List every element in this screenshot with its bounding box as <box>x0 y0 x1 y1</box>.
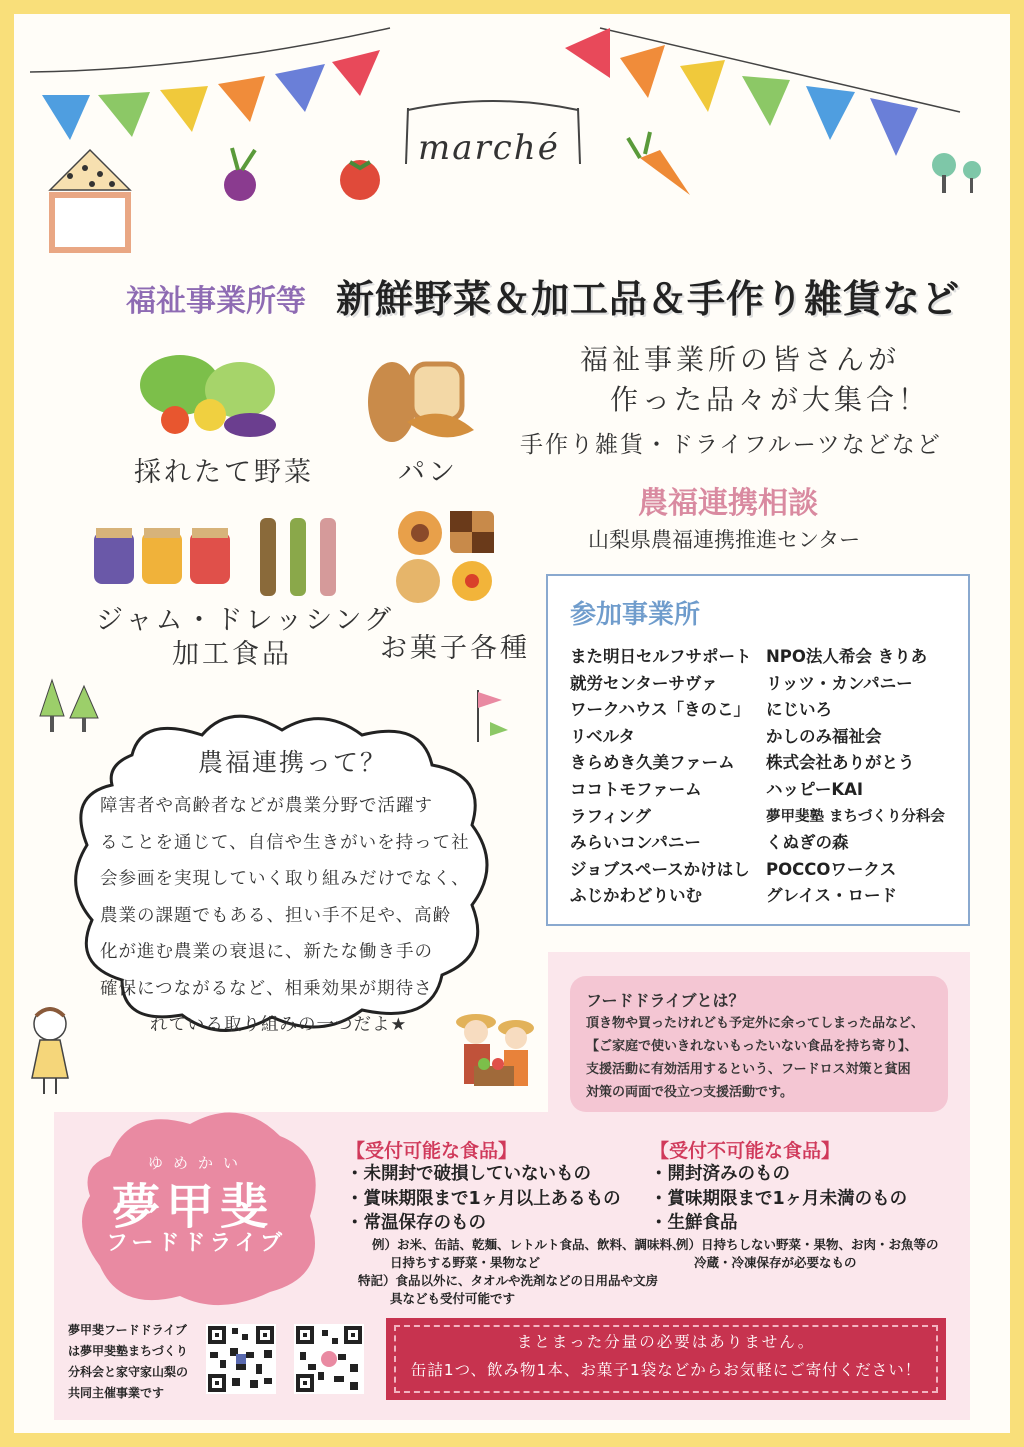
vegetables-illustration <box>130 345 290 445</box>
participants-box <box>546 574 970 926</box>
accept-item: ・常温保存のもの <box>346 1213 486 1233</box>
qr-code-icon[interactable] <box>294 1324 364 1394</box>
jam-dressing-illustration <box>90 508 350 598</box>
organizer-note <box>68 1320 200 1404</box>
cloud-title: 農福連携って？ <box>198 748 388 777</box>
headline-welfare: 福祉事業所等 <box>126 284 306 319</box>
reject-note-2: 冷蔵・冷凍保存が必要なもの <box>694 1255 857 1270</box>
participant-item: くぬぎの森 <box>766 833 849 853</box>
cloud-line: 化が進む農業の衰退に、新たな働き手の <box>100 942 433 962</box>
reject-note-1: 例）日持ちしない野菜・果物、お肉・お魚等の <box>676 1237 939 1252</box>
reject-title: 【受付不可能な食品】 <box>650 1140 841 1162</box>
participant-item: リベルタ <box>570 726 636 746</box>
reject-item: ・開封済みのもの <box>650 1164 790 1184</box>
headline-products: 新鮮野菜＆加工品＆手作り雑貨など <box>336 277 961 321</box>
qr-code-icon[interactable] <box>206 1324 276 1394</box>
participant-item: にじいろ <box>766 700 832 720</box>
participants-list-right <box>766 644 945 910</box>
cloud-body <box>100 788 470 1044</box>
label-sweets: お菓子各種 <box>380 633 530 664</box>
participants-title: 参加事業所 <box>570 600 701 630</box>
cloud-line: 農業の課題でもある、担い手不足や、高齢 <box>100 905 452 926</box>
participant-item: 就労センターサヴァ <box>570 673 718 693</box>
intro-line-3: 手作り雑貨・ドライフルーツなどなど <box>520 432 942 458</box>
accept-note-1: 例）お米、缶詰、乾麺、レトルト食品、飲料、調味料、 <box>372 1237 685 1252</box>
sweets-illustration <box>394 505 498 605</box>
yume-ruby: ゆめかい <box>148 1154 249 1172</box>
cloud-line: れている取り組みの一つだよ★ <box>150 1015 408 1035</box>
donation-banner <box>386 1318 946 1400</box>
bread-illustration <box>362 352 478 446</box>
participant-item: みらいコンパニー <box>570 833 701 853</box>
accept-item: ・未開封で破損していないもの <box>346 1164 591 1184</box>
reject-item: ・賞味期限まで1ヶ月未満のもの <box>650 1188 908 1209</box>
accept-note-4: 具なども受付可能です <box>390 1291 516 1306</box>
label-vegetables: 採れたて野菜 <box>134 457 314 488</box>
participant-item: リッツ・カンパニー <box>766 673 913 693</box>
nofuku-consult-title: 農福連携相談 <box>638 486 818 521</box>
reject-list <box>650 1162 907 1236</box>
accept-note-3: 特記）食品以外に、タオルや洗剤などの日用品や文房 <box>358 1273 659 1288</box>
participant-item: ワークハウス「きのこ」 <box>570 700 751 720</box>
yume-title: 夢甲斐 <box>112 1179 275 1235</box>
cloud-line: ることを通じて、自信や生きがいを持って社 <box>100 832 470 853</box>
girl-illustration <box>24 1000 84 1100</box>
yume-subtitle: フードドライブ <box>106 1231 287 1256</box>
cloud-line: 障害者や高齢者などが農業分野で活躍す <box>100 796 433 816</box>
banner-line-2: 缶詰1つ、飲み物1本、お菓子1袋などからお気軽にご寄付ください！ <box>410 1361 922 1379</box>
participant-item: 株式会社ありがとう <box>766 753 915 773</box>
marche-title: marché <box>418 128 560 168</box>
participant-item: NPO法人希会 きりあ <box>766 647 928 666</box>
nofuku-center-name: 山梨県農福連携推進センター <box>588 528 861 552</box>
participant-item: ジョブスペースかけはし <box>570 859 750 879</box>
farmers-illustration <box>454 1006 544 1106</box>
intro-line-1: 福祉事業所の皆さんが <box>580 343 901 376</box>
organizer-line: 共同主催事業です <box>68 1386 165 1400</box>
reject-item: ・生鮮食品 <box>650 1213 738 1233</box>
food-drive-body <box>586 1012 942 1104</box>
participant-item: かしのみ福祉会 <box>766 726 882 746</box>
accept-list <box>346 1162 621 1236</box>
accept-note-2: 日持ちする野菜・果物など <box>390 1255 541 1270</box>
food-drive-line: 対策の両面で役立つ支援活動です。 <box>586 1085 793 1100</box>
participant-item: ココトモファーム <box>570 779 702 799</box>
participant-item: POCCOワークス <box>766 859 897 879</box>
food-drive-line: 支援活動に有効活用するという、フードロス対策と貧困 <box>586 1062 911 1077</box>
label-processed-food: 加工食品 <box>172 639 292 670</box>
accept-item: ・賞味期限まで1ヶ月以上あるもの <box>346 1188 621 1209</box>
participants-list-left <box>570 644 752 910</box>
organizer-line: 夢甲斐フードドライブ <box>68 1323 187 1337</box>
food-drive-title: フードドライブとは？ <box>586 991 745 1010</box>
label-jam-dressing: ジャム・ドレッシング <box>96 605 394 636</box>
participant-item: きらめき久美ファーム <box>570 753 735 773</box>
participant-item: ハッピーKAI <box>766 779 864 799</box>
intro-line-2: 作った品々が大集合！ <box>610 383 931 416</box>
food-drive-line: 頂き物や買ったけれども予定外に余ってしまった品など、 <box>586 1016 925 1031</box>
cloud-line: 会参画を実現していく取り組みだけでなく、 <box>100 869 470 889</box>
participant-item: 夢甲斐塾 まちづくり分科会 <box>766 808 945 825</box>
participant-item: また明日セルフサポート <box>570 647 752 666</box>
banner-line-1: まとまった分量の必要はありません。 <box>516 1333 816 1351</box>
food-drive-line: 【ご家庭で使いきれないもったいない食品を持ち寄り】、 <box>586 1039 918 1054</box>
participant-item: グレイス・ロード <box>766 886 898 906</box>
label-bread: パン <box>398 457 458 488</box>
cloud-line: 確保につながるなど、相乗効果が期待さ <box>100 978 433 999</box>
accept-title: 【受付可能な食品】 <box>346 1140 518 1162</box>
organizer-line: は夢甲斐塾まちづくり <box>68 1344 188 1358</box>
participant-item: ラフィング <box>570 806 651 826</box>
organizer-line: 分科会と家守家山梨の <box>68 1365 189 1379</box>
participant-item: ふじかわどりいむ <box>570 886 702 906</box>
